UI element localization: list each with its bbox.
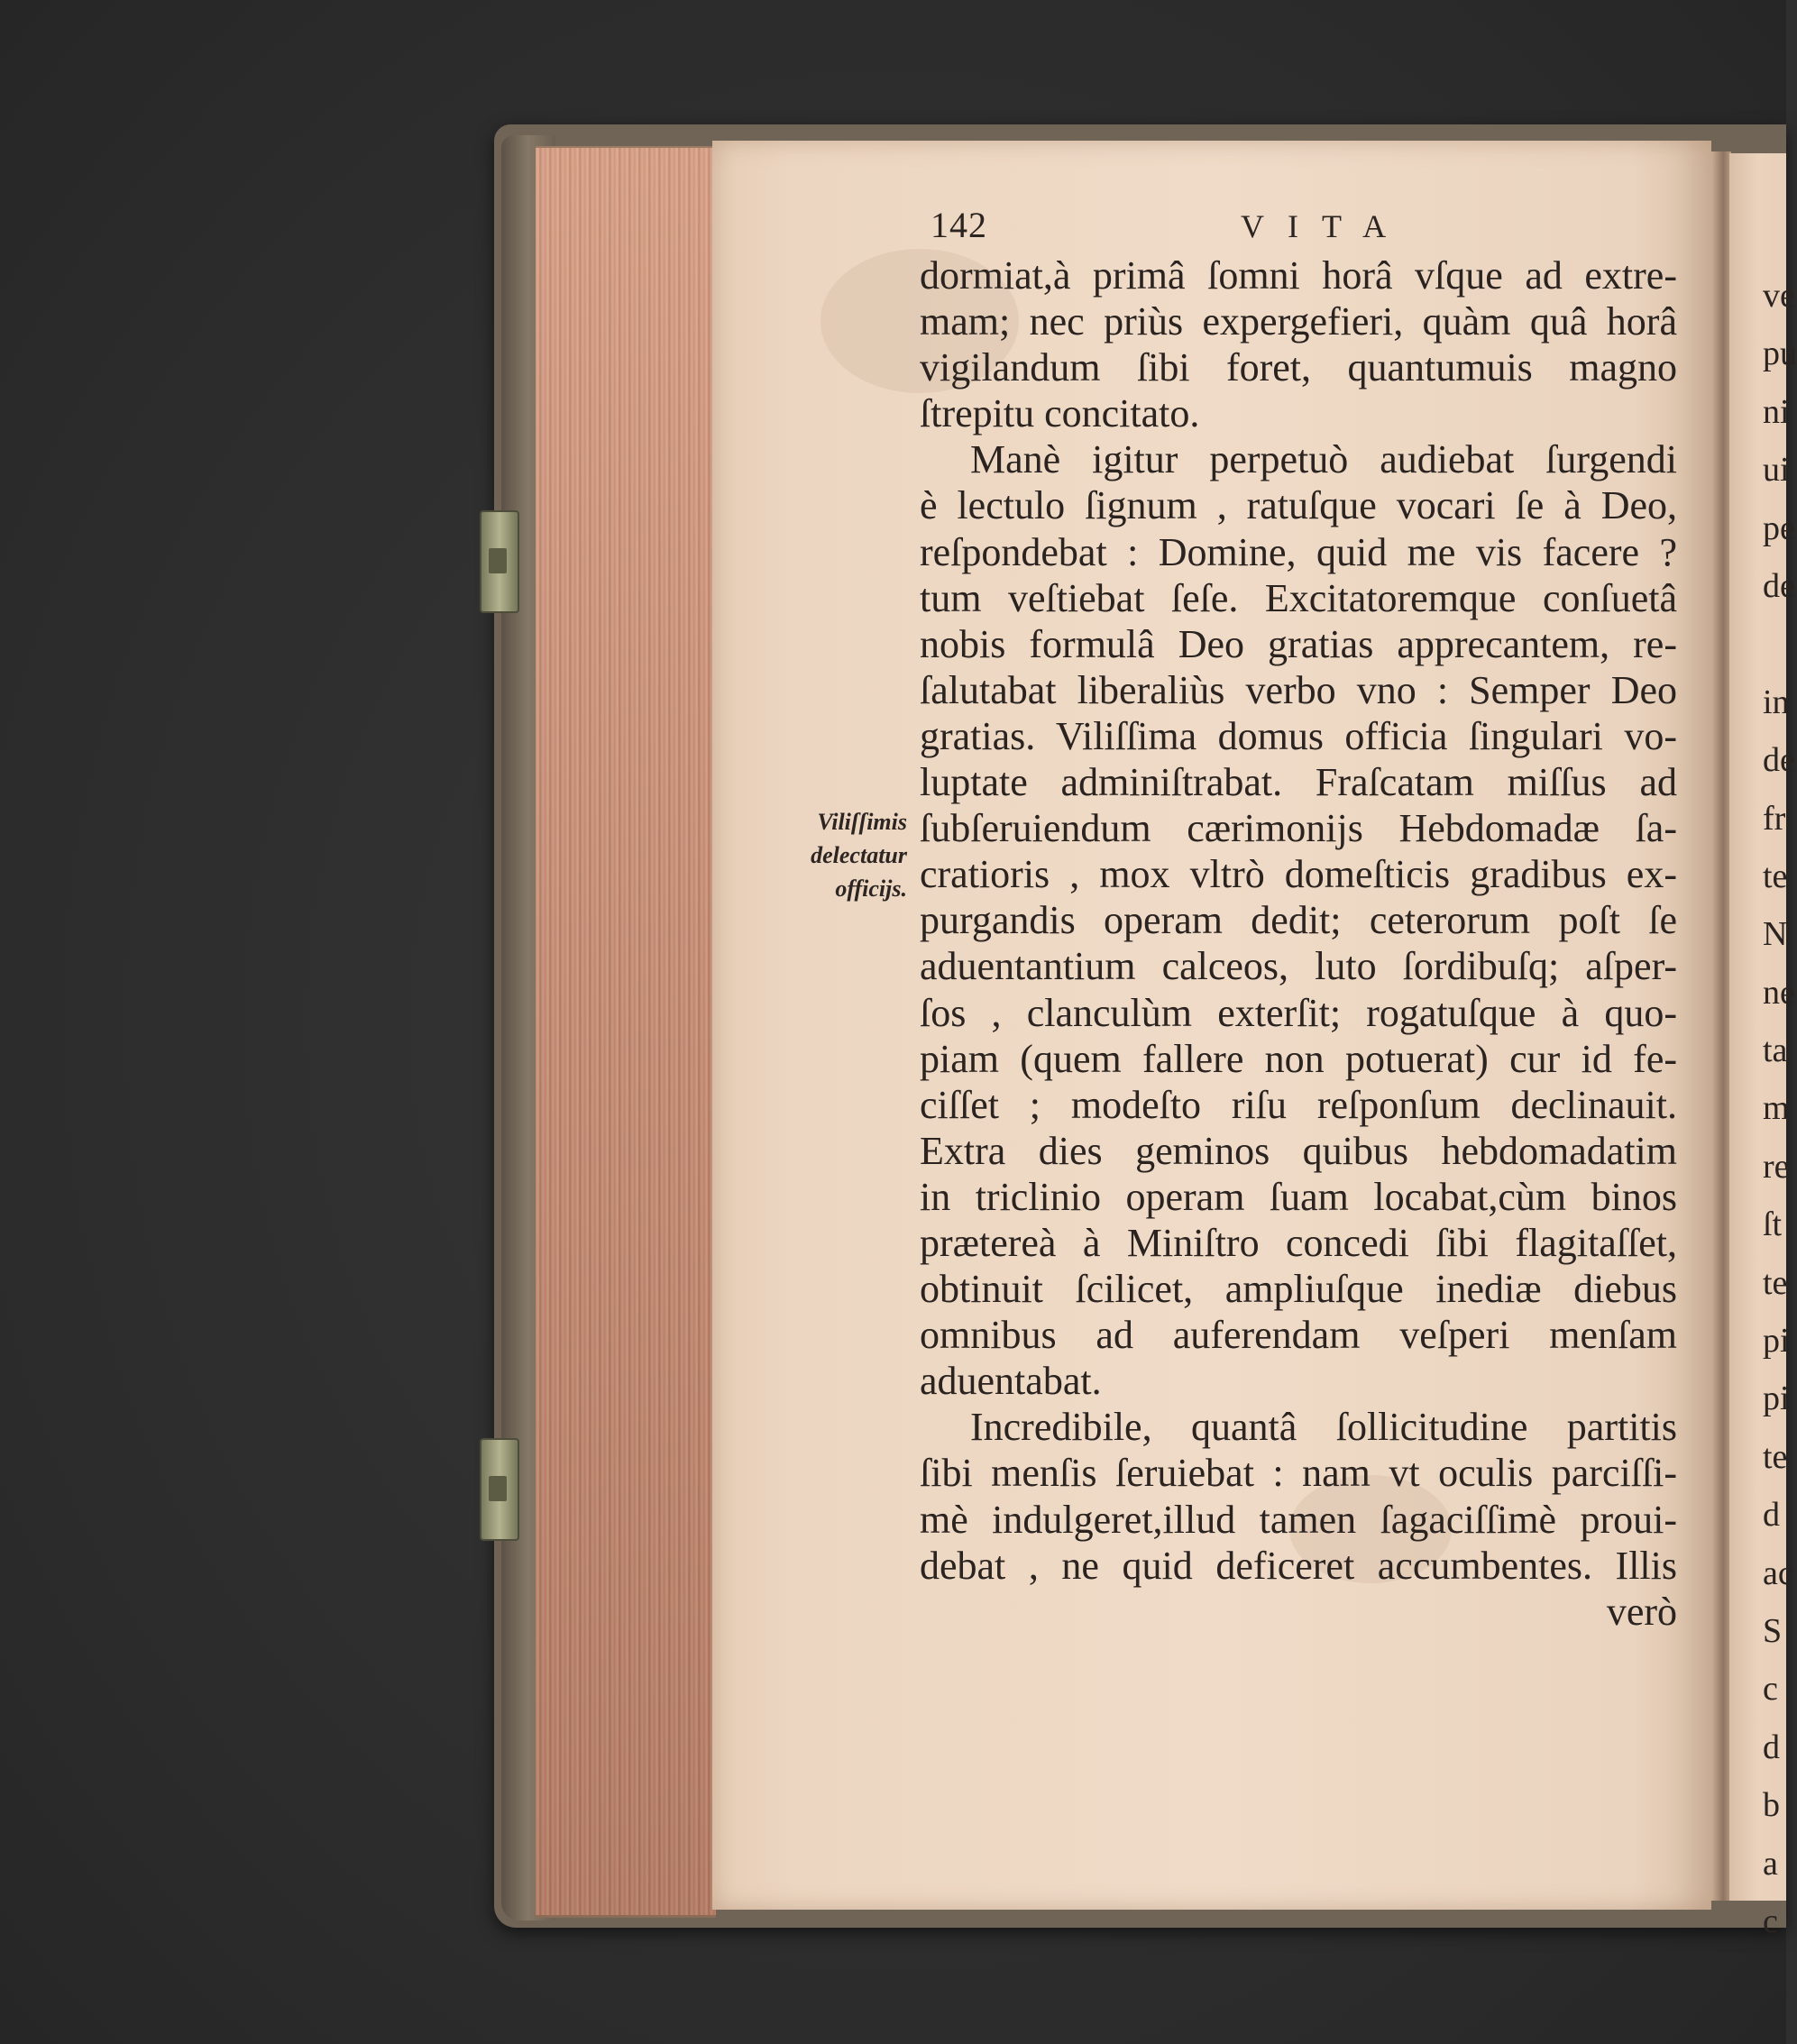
- facing-page-fragment: a: [1763, 1844, 1778, 1883]
- text-line: dormiat,à primâ ſomni horâ vſque ad extre-: [920, 253, 1677, 298]
- text-line: mè indulgeret,illud tamen ſagaciſſimè proui-: [920, 1497, 1677, 1542]
- text-line: reſpondebat : Domine, quid me vis facere ?: [920, 529, 1677, 574]
- text-line: purgandis operam dedit; ceterorum poſt ſe: [920, 898, 1677, 943]
- facing-page-fragment: ac: [1763, 1554, 1793, 1592]
- facing-page-fragment: c: [1763, 1902, 1778, 1940]
- facing-page-fragment: d: [1763, 1496, 1780, 1535]
- facing-page-fragment: [1763, 615, 1786, 673]
- facing-page-fragment: S: [1763, 1611, 1783, 1650]
- facing-page-fragment: d: [1763, 1728, 1780, 1766]
- page-fore-edge: [536, 146, 716, 1918]
- text-line: in triclinio operam ſuam locabat,cùm binos: [920, 1174, 1677, 1219]
- facing-page-fragment: pu: [1763, 335, 1797, 373]
- facing-page-fragment: te: [1763, 1437, 1788, 1476]
- marginal-note-line: Viliſſimis: [817, 809, 907, 835]
- body-text: [920, 252, 1677, 1635]
- facing-page-fragment: fr: [1763, 799, 1786, 838]
- text-line: è lectulo ſignum , ratuſque vocari ſe à Deo,: [920, 483, 1677, 528]
- text-line: ciſſet ; modeſto riſu reſponſum declinauit.: [920, 1082, 1677, 1127]
- text-line: aduentantium calceos, luto ſordibuſq; aſper-: [920, 944, 1677, 989]
- text-line: omnibus ad auferendam veſperi menſam: [920, 1313, 1677, 1358]
- text-line: prætereà à Miniſtro concedi ſibi flagitaſſet,: [920, 1220, 1677, 1265]
- text-line: nobis formulâ Deo gratias apprecantem, re-: [920, 621, 1677, 666]
- facing-page-fragment: de: [1763, 566, 1795, 605]
- text-line: ſubſeruiendum cærimonijs Hebdomadæ ſa-: [920, 806, 1677, 851]
- text-line: ſalutabat liberaliùs verbo vno : Semper Deo: [920, 667, 1677, 712]
- text-line: ſtrepitu concitato.: [920, 391, 1200, 436]
- facing-page-fragment: ſt: [1763, 1205, 1783, 1244]
- facing-page-fragment: de: [1763, 741, 1795, 780]
- running-head: VITA: [1241, 208, 1410, 244]
- facing-page-fragment: pe: [1763, 509, 1795, 547]
- text-line: luptate adminiſtrabat. Fraſcatam miſſus ad: [920, 760, 1677, 805]
- facing-page-text: [1763, 267, 1797, 1950]
- facing-page-fragment: re: [1763, 1147, 1790, 1186]
- text-line: piam (quem fallere non potuerat) cur id fe-: [920, 1036, 1677, 1081]
- facing-page-fragment: b: [1763, 1786, 1780, 1825]
- facing-page-fragment: c: [1763, 1670, 1778, 1709]
- facing-page-fragment: pi: [1763, 1322, 1790, 1361]
- marginal-note-line: delectatur: [811, 842, 907, 868]
- text-line: ſos , clanculùm exterſit; rogatuſque à quo-: [920, 990, 1677, 1035]
- text-line: Incredibile, quantâ ſollicitudine partitis: [970, 1405, 1677, 1450]
- facing-page-fragment: pi: [1763, 1379, 1790, 1418]
- facing-page-fragment: ne: [1763, 973, 1795, 1012]
- facing-page-fragment: te: [1763, 857, 1788, 895]
- text-line: Manè igitur perpetuò audiebat ſurgendi: [970, 437, 1677, 482]
- text-line: tum veſtiebat ſeſe. Excitatoremque conſuetâ: [920, 575, 1677, 620]
- page-header: [931, 204, 1417, 249]
- facing-page-fragment: N: [1763, 915, 1788, 954]
- text-line: cratioris , mox vltrò domeſticis gradibus ex-: [920, 852, 1677, 897]
- facing-page-fragment: te: [1763, 1263, 1788, 1302]
- marginal-note-line: officijs.: [835, 875, 907, 902]
- facing-page-fragment: in: [1763, 683, 1790, 721]
- facing-page-fragment: ni: [1763, 392, 1790, 431]
- facing-page-fragment: ve: [1763, 277, 1795, 315]
- clasp-icon: [480, 510, 519, 613]
- text-line: obtinuit ſcilicet, ampliuſque inediæ diebus: [920, 1267, 1677, 1312]
- text-line: debat , ne quid deficeret accumbentes. Illis: [920, 1543, 1677, 1588]
- facing-page-fragment: ui: [1763, 451, 1790, 490]
- book-gutter: [1711, 151, 1731, 1901]
- text-line: Extra dies geminos quibus hebdomadatim: [920, 1128, 1677, 1173]
- text-line: ſibi menſis ſeruiebat : nam vt oculis parciſſi-: [920, 1451, 1677, 1496]
- facing-page-fragment: ta: [1763, 1031, 1788, 1070]
- facing-page-fragment: m: [1763, 1089, 1790, 1128]
- text-line: mam; nec priùs expergefieri, quàm quâ horâ: [920, 299, 1677, 344]
- text-line: vigilandum ſibi foret, quantumuis magno: [920, 345, 1677, 390]
- page-number: 142: [931, 205, 987, 245]
- text-line: gratias. Viliſſima domus officia ſingulari vo-: [920, 713, 1677, 758]
- text-line: verò: [1606, 1589, 1677, 1634]
- clasp-icon: [480, 1438, 519, 1541]
- marginal-note: [772, 805, 907, 905]
- text-line: aduentabat.: [920, 1359, 1102, 1404]
